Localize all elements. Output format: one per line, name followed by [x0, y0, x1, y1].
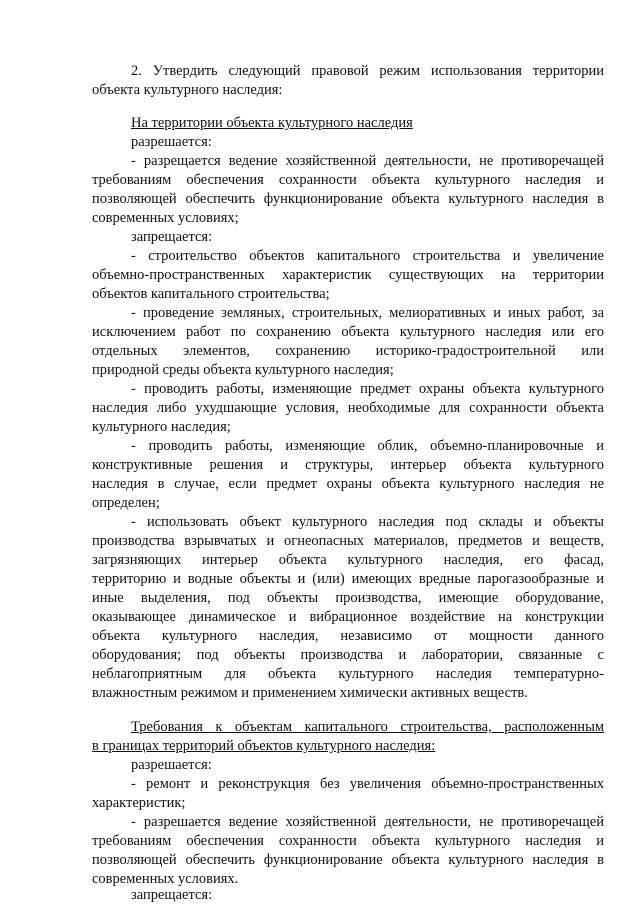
section-heading-territory: На территории объекта культурного наследия [131, 115, 413, 131]
permitted2-item-2-line-2: требованиям обеспечения сохранности объекта культурного наследия и [92, 833, 604, 849]
prohibited-label: запрещается: [131, 229, 213, 245]
permitted2-item-1-line-1: - ремонт и реконструкция без увеличения объемно-пространственных [131, 776, 604, 792]
prohibited-item-3-line-1: - проводить работы, изменяющие предмет охраны объекта культурного [131, 381, 604, 397]
permitted2-item-1-line-2: характеристик; [92, 795, 186, 811]
section-heading-requirements-line-2: в границах территорий объектов культурного наследия: [92, 738, 436, 754]
prohibited-item-5-line-2: производства взрывчатых и огнеопасных материалов, предметов и веществ, [92, 533, 604, 549]
prohibited-item-4-line-2: конструктивные решения и структуры, интерьер объекта культурного [92, 457, 604, 473]
prohibited-item-1-line-2: объемно-пространственных характеристик существующих на территории [92, 267, 604, 283]
prohibited-label-2: запрещается: [131, 887, 213, 903]
permitted-item-1-line-1: - разрещается ведение хозяйственной деятельности, не противоречащей [131, 153, 604, 169]
prohibited-item-5-line-6: оказывающее динамическое и вибрационное воздействие на конструкции [92, 609, 604, 625]
clause-2-line-2: объекта культурного наследия: [92, 82, 283, 98]
prohibited-item-1-line-3: объектов капитального строительства; [92, 286, 330, 302]
prohibited-item-5-line-8: оборудования; под объекты производства и лаборатории, связанные с [92, 647, 604, 663]
prohibited-item-5-line-3: загрязняющих интерьер объекта культурного наследия, его фасад, [92, 552, 604, 568]
prohibited-item-4-line-1: - проводить работы, изменяющие облик, объемно-планировочные и [131, 438, 604, 454]
prohibited-item-2-line-1: - проведение земляных, строительных, мелиоративных и иных работ, за [131, 305, 604, 321]
prohibited-item-2-line-2: исключением работ по сохранению объекта культурного наследия или его [92, 324, 604, 340]
prohibited-item-2-line-3: отдельных элементов, сохранению историко-градостроительной или [92, 343, 604, 359]
prohibited-item-5-line-9: неблагоприятным для объекта культурного наследия температурно- [92, 666, 604, 682]
prohibited-item-5-line-5: иные выделения, под объекты производства, имеющие оборудование, [92, 590, 604, 606]
permitted-label-2: разрешается: [131, 757, 212, 773]
prohibited-item-4-line-4: определен; [92, 495, 160, 511]
permitted-item-1-line-4: современных условиях; [92, 210, 239, 226]
clause-2-line-1: 2. Утвердить следующий правовой режим использования территории [131, 63, 604, 79]
prohibited-item-5-line-4: территорию и водные объекты и (или) имеющих вредные парогазообразные и [92, 571, 604, 587]
permitted-label: разрешается: [131, 134, 212, 150]
permitted2-item-2-line-3: позволяющей обеспечить функционирование объекта культурного наследия в [92, 852, 604, 868]
section-heading-requirements-line-1: Требования к объектам капитального строительства, расположенным [131, 719, 604, 735]
prohibited-item-3-line-2: наследия либо ухудшающие условия, необходимые для сохранности объекта [92, 400, 604, 416]
permitted-item-1-line-2: требованиям обеспечения сохранности объекта культурного наследия и [92, 172, 604, 188]
prohibited-item-1-line-1: - строительство объектов капитального строительства и увеличение [131, 248, 604, 264]
prohibited-item-5-line-1: - использовать объект культурного наследия под склады и объекты [131, 514, 604, 530]
prohibited-item-3-line-3: культурного наследия; [92, 419, 231, 435]
prohibited-item-4-line-3: наследия в случае, если предмет охраны объекта культурного наследия не [92, 476, 604, 492]
prohibited-item-5-line-7: объекта культурного наследия, независимо от мощности данного [92, 628, 604, 644]
permitted-item-1-line-3: позволяющей обеспечить функционирование объекта культурного наследия в [92, 191, 604, 207]
prohibited-item-2-line-4: природной среды объекта культурного наследия; [92, 362, 394, 378]
permitted2-item-2-line-4: современных условиях. [92, 871, 239, 887]
permitted2-item-2-line-1: - разрешается ведение хозяйственной деятельности, не противоречащей [131, 814, 604, 830]
prohibited-item-5-line-10: влажностным режимом и применением химически активных веществ. [92, 685, 528, 701]
